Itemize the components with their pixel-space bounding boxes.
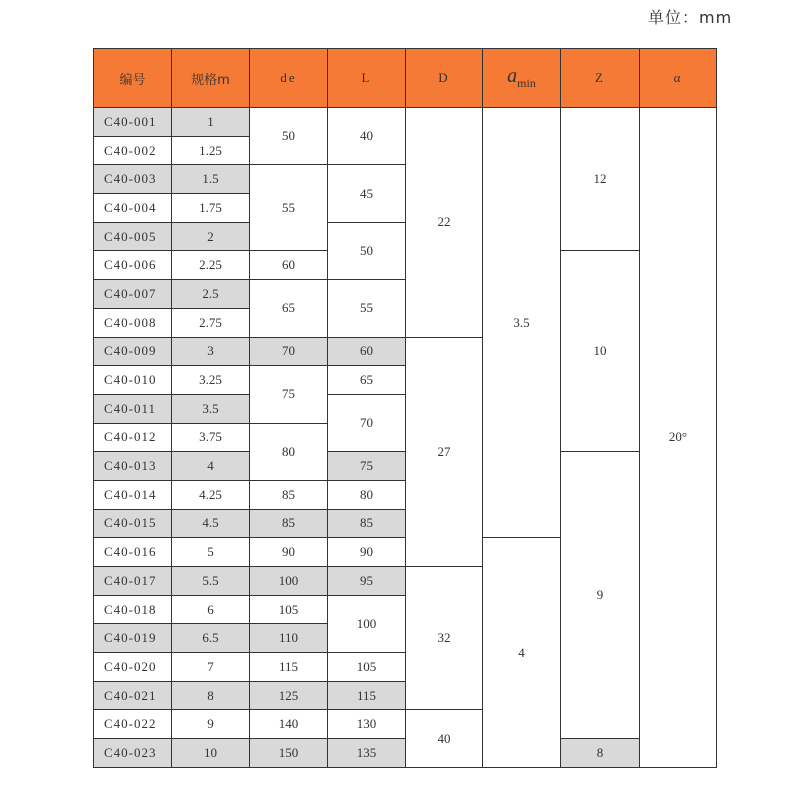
de-cell: 75: [250, 366, 328, 423]
module-cell: 8: [172, 681, 250, 710]
d-cell: 32: [406, 567, 483, 710]
code-cell: C40-022: [94, 710, 172, 739]
header-l: L: [328, 49, 406, 108]
de-cell: 60: [250, 251, 328, 280]
l-cell: 90: [328, 538, 406, 567]
header-amin-symbol: a: [507, 65, 518, 87]
l-cell: 65: [328, 366, 406, 395]
de-cell: 125: [250, 681, 328, 710]
code-cell: C40-008: [94, 308, 172, 337]
code-cell: C40-016: [94, 538, 172, 567]
module-cell: 2.75: [172, 308, 250, 337]
de-cell: 50: [250, 108, 328, 165]
l-cell: 40: [328, 108, 406, 165]
code-cell: C40-001: [94, 108, 172, 137]
module-cell: 4.25: [172, 480, 250, 509]
module-cell: 3.5: [172, 394, 250, 423]
module-cell: 4.5: [172, 509, 250, 538]
d-cell: 27: [406, 337, 483, 567]
header-row: [94, 49, 717, 108]
module-cell: 1: [172, 108, 250, 137]
module-cell: 10: [172, 739, 250, 768]
de-cell: 55: [250, 165, 328, 251]
module-cell: 2.25: [172, 251, 250, 280]
alpha-cell: 20°: [640, 108, 717, 768]
module-cell: 3.25: [172, 366, 250, 395]
l-cell: 85: [328, 509, 406, 538]
de-cell: 150: [250, 739, 328, 768]
header-code: 编号: [94, 49, 172, 108]
code-cell: C40-014: [94, 480, 172, 509]
l-cell: 115: [328, 681, 406, 710]
unit-label: 单位：mm: [648, 8, 733, 27]
header-de: de: [250, 49, 328, 108]
amin-cell: 3.5: [483, 108, 561, 538]
code-cell: C40-013: [94, 452, 172, 481]
de-cell: 90: [250, 538, 328, 567]
code-cell: C40-019: [94, 624, 172, 653]
l-cell: 45: [328, 165, 406, 222]
de-cell: 85: [250, 509, 328, 538]
code-cell: C40-007: [94, 280, 172, 309]
de-cell: 110: [250, 624, 328, 653]
code-cell: C40-018: [94, 595, 172, 624]
code-cell: C40-017: [94, 567, 172, 596]
de-cell: 105: [250, 595, 328, 624]
header-amin-subscript: min: [517, 76, 536, 90]
module-cell: 9: [172, 710, 250, 739]
z-cell: 9: [561, 452, 640, 739]
code-cell: C40-020: [94, 653, 172, 682]
module-cell: 3.75: [172, 423, 250, 452]
de-cell: 85: [250, 480, 328, 509]
l-cell: 70: [328, 394, 406, 451]
l-cell: 95: [328, 567, 406, 596]
module-cell: 1.25: [172, 136, 250, 165]
code-cell: C40-021: [94, 681, 172, 710]
code-cell: C40-012: [94, 423, 172, 452]
de-cell: 65: [250, 280, 328, 337]
d-cell: 22: [406, 108, 483, 338]
module-cell: 3: [172, 337, 250, 366]
table-row: [94, 739, 717, 768]
code-cell: C40-011: [94, 394, 172, 423]
d-cell: 40: [406, 710, 483, 767]
module-cell: 1.5: [172, 165, 250, 194]
l-cell: 100: [328, 595, 406, 652]
code-cell: C40-023: [94, 739, 172, 768]
z-cell: 12: [561, 108, 640, 251]
z-cell: 10: [561, 251, 640, 452]
l-cell: 50: [328, 222, 406, 279]
de-cell: 140: [250, 710, 328, 739]
module-cell: 2: [172, 222, 250, 251]
module-cell: 2.5: [172, 280, 250, 309]
code-cell: C40-006: [94, 251, 172, 280]
l-cell: 135: [328, 739, 406, 768]
l-cell: 60: [328, 337, 406, 366]
de-cell: 70: [250, 337, 328, 366]
header-module: 规格m: [172, 49, 250, 108]
table-row: [94, 452, 717, 481]
table-row: [94, 108, 717, 137]
z-cell: 8: [561, 739, 640, 768]
specification-table: [93, 48, 717, 768]
code-cell: C40-003: [94, 165, 172, 194]
de-cell: 100: [250, 567, 328, 596]
l-cell: 80: [328, 480, 406, 509]
header-z: Z: [561, 49, 640, 108]
code-cell: C40-002: [94, 136, 172, 165]
l-cell: 105: [328, 653, 406, 682]
header-alpha: α: [640, 49, 717, 108]
l-cell: 130: [328, 710, 406, 739]
header-amin: [483, 49, 561, 108]
code-cell: C40-010: [94, 366, 172, 395]
module-cell: 1.75: [172, 194, 250, 223]
amin-cell: 4: [483, 538, 561, 768]
l-cell: 75: [328, 452, 406, 481]
module-cell: 4: [172, 452, 250, 481]
module-cell: 5.5: [172, 567, 250, 596]
module-cell: 7: [172, 653, 250, 682]
module-cell: 6.5: [172, 624, 250, 653]
de-cell: 80: [250, 423, 328, 480]
code-cell: C40-015: [94, 509, 172, 538]
de-cell: 115: [250, 653, 328, 682]
l-cell: 55: [328, 280, 406, 337]
header-d: D: [406, 49, 483, 108]
code-cell: C40-004: [94, 194, 172, 223]
code-cell: C40-005: [94, 222, 172, 251]
module-cell: 6: [172, 595, 250, 624]
code-cell: C40-009: [94, 337, 172, 366]
module-cell: 5: [172, 538, 250, 567]
